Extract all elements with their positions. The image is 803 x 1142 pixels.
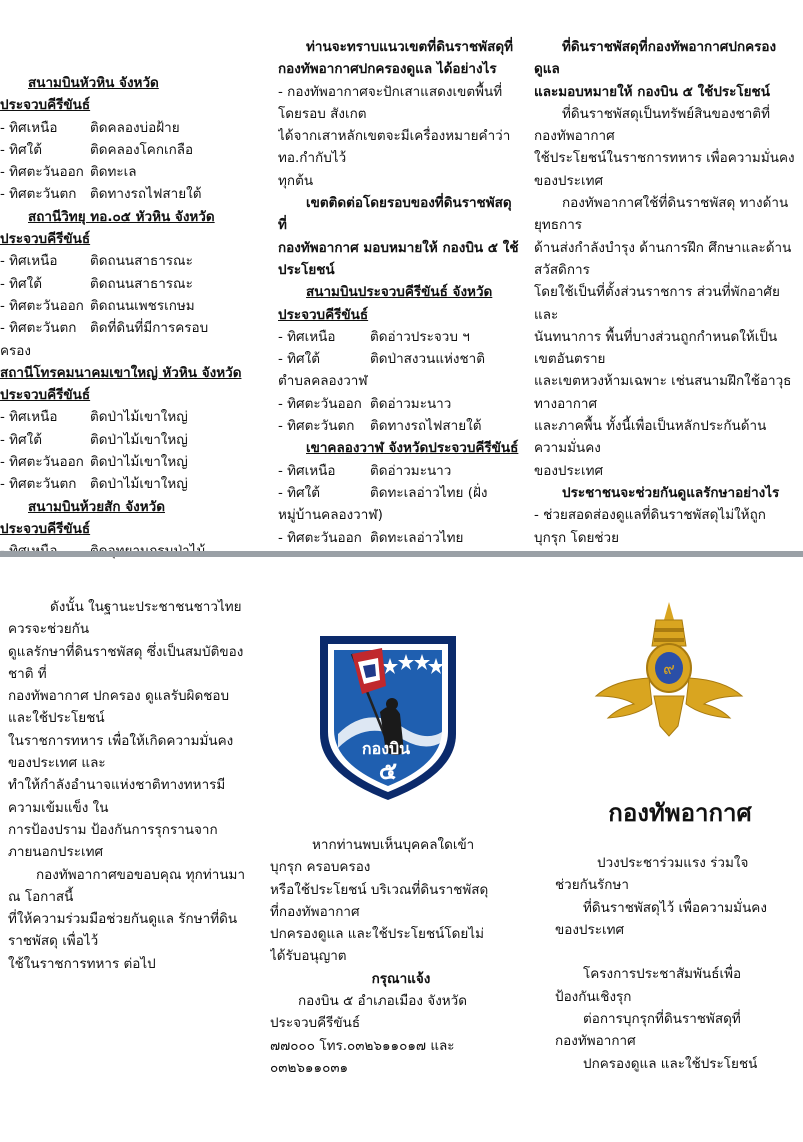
text-line: หมู่บ้านคลองวาฬ)	[278, 507, 383, 524]
text-line: ที่ให้ความร่วมมือช่วยกันดูแล รักษาที่ดิน	[8, 911, 238, 928]
boundary-row	[0, 273, 268, 295]
boundary-direction: - ทิศเหนือ	[278, 328, 336, 345]
text-line	[555, 941, 803, 963]
bold-text-line: ท่านจะทราบแนวเขตที่ดินราชพัสดุที่	[306, 39, 513, 55]
boundary-direction: - ทิศตะวันออก	[0, 297, 84, 314]
section-heading: ประจวบคีรีขันธ์	[0, 97, 91, 114]
boundary-adjacent: ติดทะเลอ่าวไทย	[370, 529, 464, 546]
text-line: บุกรุก โดยช่วย	[534, 529, 620, 546]
text-line: ของประเทศ	[534, 172, 604, 189]
text-line: ใช้ในราชการทหาร ต่อไป	[8, 955, 156, 972]
section-heading: ประจวบคีรีขันธ์	[278, 306, 369, 323]
bold-text-line: ประชาชนจะช่วยกันดูแลรักษาอย่างไร	[562, 484, 780, 501]
boundary-direction: - ทิศเหนือ	[0, 253, 58, 270]
text-line: ช่วยกันรักษา	[555, 877, 629, 894]
text-line: ในราชการทหาร เพื่อให้เกิดความมั่นคง	[8, 732, 234, 749]
boundary-adjacent: ติดอ่าวมะนาว	[370, 462, 452, 479]
text-line: โดยใช้เป็นที่ตั้งส่วนราชการ ส่วนที่พักอาศัย	[534, 284, 780, 301]
bold-text-line: กองทัพอากาศปกครองดูแล ได้อย่างไร	[278, 61, 497, 78]
text-line: กองทัพอากาศ	[555, 1033, 636, 1050]
text-line: กองทัพอากาศใช้ที่ดินราชพัสดุ ทางด้าน	[562, 195, 789, 212]
boundary-direction: - ทิศตะวันตก	[278, 418, 355, 435]
text-line: บุกรุก ครอบครอง	[270, 859, 371, 876]
svg-text:๕: ๕	[378, 757, 398, 785]
boundary-row	[0, 429, 268, 451]
section-heading: สถานีวิทยุ ทอ.๐๕ หัวหิน จังหวัด	[28, 208, 215, 225]
text-line: ได้จากเสาหลักเขตจะมีเครื่องหมายคำว่า	[278, 128, 511, 145]
text-line: และเขตหวงห้ามเฉพาะ เช่นสนามฝึกใช้อาวุธ	[534, 373, 792, 390]
boundary-direction: - ทิศเหนือ	[0, 119, 58, 136]
text-line: ของประเทศ	[534, 462, 604, 479]
boundary-row	[278, 482, 536, 504]
text-line: ปกครองดูแล และใช้ประโยชน์	[583, 1055, 758, 1072]
text-line: ทอ.กำกับไว้	[278, 150, 347, 167]
text-line: หรือใช้ประโยชน์ บริเวณที่ดินราชพัสดุ	[270, 881, 489, 898]
text-line: และใช้ประโยชน์	[8, 710, 105, 727]
column-state-land-usage	[534, 0, 803, 589]
boundary-row	[278, 348, 536, 370]
text-line: ป้องกันเชิงรุก	[555, 988, 632, 1005]
text-line: ๐๓๒๖๑๑๐๓๑	[270, 1059, 349, 1076]
text-line: ความเข้มแข็ง ใน	[8, 799, 109, 816]
bold-text-line: ประโยชน์	[278, 261, 335, 278]
section-heading: เขาคลองวาฬ จังหวัดประจวบคีรีขันธ์	[306, 440, 519, 457]
brand-title: กองทัพอากาศ	[608, 799, 752, 827]
text-line: ดูแลรักษาที่ดินราชพัสดุ ซึ่งเป็นสมบัติของ	[8, 643, 244, 660]
text-line: - กองทัพอากาศจะปักเสาแสดงเขตพื้นที่	[278, 83, 503, 100]
column-report-contact	[270, 834, 532, 1106]
bold-text-line: กรุณาแจ้ง	[371, 970, 431, 987]
boundary-adjacent: ติดทะเลอ่าวไทย (ฝั่ง	[370, 484, 488, 501]
boundary-adjacent: ติดอ่าวประจวบ ฯ	[370, 328, 470, 345]
boundary-direction: - ทิศใต้	[0, 141, 42, 158]
boundary-direction: - ทิศใต้	[0, 275, 42, 292]
boundary-adjacent: ติดคลองโคกเกลือ	[90, 141, 194, 158]
text-line: ที่ดินราชพัสดุเป็นทรัพย์สินของชาติที่	[562, 105, 770, 122]
text-line: กองทัพอากาศ ปกครอง ดูแลรับผิดชอบ	[8, 688, 230, 705]
text-line: ใช้ประโยชน์ในราชการทหาร เพื่อความมั่นคง	[534, 150, 795, 167]
boundary-row	[0, 295, 268, 317]
text-line: ทำให้กำลังอำนาจแห่งชาติทางทหารมี	[8, 777, 226, 794]
text-line: และภาคพื้น ทั้งนี้เพื่อเป็นหลักประกันด้าน	[534, 418, 767, 435]
boundary-adjacent: ติดทางรถไฟสายใต้	[370, 418, 482, 435]
text-line: ๗๗๐๐๐ โทร.๐๓๒๖๑๑๐๑๗ และ	[270, 1037, 455, 1054]
boundary-row	[278, 460, 536, 482]
section-heading: สถานีโทรคมนาคมเขาใหญ่ หัวหิน จังหวัด	[0, 364, 242, 381]
boundary-direction: - ทิศตะวันตก	[0, 320, 77, 337]
boundary-direction: - ทิศเหนือ	[278, 462, 336, 479]
boundary-adjacent: ติดป่าไม้เขาใหญ่	[90, 409, 188, 426]
text-line: การป้องปราม ป้องกันการรุกรานจาก	[8, 821, 218, 838]
bold-text-line: ที่	[278, 217, 287, 234]
boundary-adjacent: ติดอ่าวมะนาว	[370, 395, 452, 412]
text-line: ชาติ ที่	[8, 665, 47, 682]
boundary-direction: - ทิศตะวันออก	[0, 164, 84, 181]
boundary-row	[0, 139, 268, 161]
text-line: ณ โอกาสนี้	[8, 888, 74, 905]
text-line: และ	[534, 306, 559, 323]
text-line: ครอง	[0, 342, 31, 359]
text-line: กองทัพอากาศ	[534, 128, 615, 145]
boundary-adjacent: ติดป่าไม้เขาใหญ่	[90, 454, 188, 471]
boundary-row	[0, 183, 268, 205]
text-line: หากท่านพบเห็นบุคคลใดเข้า	[312, 837, 475, 853]
boundary-row	[0, 161, 268, 183]
boundary-row	[0, 406, 268, 428]
bold-text-line: ดูแล	[534, 61, 560, 78]
column-boundaries-huahin	[0, 0, 268, 625]
boundary-adjacent: ติดทางรถไฟสายใต้	[90, 186, 202, 203]
boundary-direction: - ทิศใต้	[278, 484, 320, 501]
text-line: กองบิน ๕ อำเภอเมือง จังหวัด	[298, 993, 468, 1010]
page-divider	[0, 551, 803, 557]
boundary-adjacent: ติดถนนสาธารณะ	[90, 253, 193, 270]
boundary-row	[278, 415, 536, 437]
boundary-direction: - ทิศตะวันตก	[0, 186, 77, 203]
boundary-adjacent: ติดป่าไม้เขาใหญ่	[90, 476, 188, 493]
bold-text-line: เขตติดต่อโดยรอบของที่ดินราชพัสดุ	[306, 195, 512, 212]
text-line: ของประเทศ	[555, 921, 625, 938]
boundary-direction: - ทิศตะวันออก	[0, 454, 84, 471]
boundary-adjacent: ติดคลองบ่อฝ้าย	[90, 119, 180, 136]
bold-text-line: ที่ดินราชพัสดุที่กองทัพอากาศปกครอง	[562, 39, 777, 55]
section-heading: สนามบินประจวบคีรีขันธ์ จังหวัด	[306, 284, 493, 301]
boundary-adjacent: ติดป่าสงวนแห่งชาติ	[370, 351, 486, 368]
text-line: ราชพัสดุ เพื่อไว้	[8, 933, 99, 950]
bold-text-line: และมอบหมายให้ กองบิน ๕ ใช้ประโยชน์	[534, 83, 770, 100]
text-line: - ช่วยสอดส่องดูแลที่ดินราชพัสดุไม่ให้ถูก	[534, 507, 766, 524]
text-line: ต่อการบุกรุกที่ดินราชพัสดุที่	[583, 1011, 741, 1028]
boundary-adjacent: ติดที่ดินที่มีการครอบ	[90, 320, 209, 337]
text-line: ตำบลคลองวาฬ	[278, 373, 368, 390]
boundary-direction: - ทิศเหนือ	[0, 409, 58, 426]
text-line: ทุกต้น	[278, 172, 314, 189]
text-line: เขตอันตราย	[534, 351, 606, 368]
text-line: ปกครองดูแล และใช้ประโยชน์โดยไม่	[270, 926, 484, 943]
boundary-direction: - ทิศตะวันตก	[0, 476, 77, 493]
text-line: ทางอากาศ	[534, 395, 598, 412]
text-line: นันทนาการ พื้นที่บางส่วนถูกกำหนดให้เป็น	[534, 328, 778, 345]
text-line: กองทัพอากาศขอขอบคุณ ทุกท่านมา	[36, 866, 246, 883]
wing5-shield-emblem-icon	[308, 624, 468, 804]
text-line: ที่ดินราชพัสดุไว้ เพื่อความมั่นคง	[583, 899, 767, 916]
column-campaign-slogan	[555, 852, 803, 1106]
royal-thai-air-force-emblem-icon	[594, 600, 744, 740]
text-line: สวัสดิการ	[534, 261, 590, 278]
section-heading: ประจวบคีรีขันธ์	[0, 520, 91, 537]
boundary-row	[278, 527, 536, 549]
boundary-row	[0, 451, 268, 473]
text-line: ได้รับอนุญาต	[270, 948, 347, 965]
boundary-row	[0, 473, 268, 495]
text-line: ด้านส่งกำลังบำรุง ด้านการฝึก ศึกษาและด้าน	[534, 239, 792, 256]
boundary-row	[0, 317, 268, 339]
boundary-direction: - ทิศตะวันออก	[278, 529, 362, 546]
boundary-row	[0, 117, 268, 139]
text-line: ยุทธการ	[534, 217, 583, 234]
text-line: ควรจะช่วยกัน	[8, 621, 90, 638]
boundary-row	[278, 393, 536, 415]
bold-text-line: กองทัพอากาศ มอบหมายให้ กองบิน ๕ ใช้	[278, 239, 519, 256]
boundary-adjacent: ติดถนนเพชรเกษม	[90, 297, 195, 314]
boundary-adjacent: ติดทะเล	[90, 164, 137, 181]
text-line: ของประเทศ และ	[8, 755, 106, 772]
boundary-direction: - ทิศใต้	[0, 431, 42, 448]
text-line: โดยรอบ สังเกต	[278, 105, 367, 122]
text-line: โครงการประชาสัมพันธ์เพื่อ	[583, 966, 742, 983]
boundary-row	[0, 250, 268, 272]
svg-text:๙: ๙	[663, 659, 675, 678]
text-line: ที่กองทัพอากาศ	[270, 903, 360, 920]
text-line: ภายนอกประเทศ	[8, 844, 104, 861]
text-line: ประจวบคีรีขันธ์	[270, 1015, 361, 1032]
text-line: ปวงประชาร่วมแรง ร่วมใจ	[597, 855, 749, 871]
boundary-direction: - ทิศตะวันออก	[278, 395, 362, 412]
section-heading: ประจวบคีรีขันธ์	[0, 231, 91, 248]
section-heading: ประจวบคีรีขันธ์	[0, 387, 91, 404]
section-heading: สนามบินหัวหิน จังหวัด	[28, 75, 159, 91]
svg-text:กองบิน: กองบิน	[361, 739, 411, 758]
text-line: ดังนั้น ในฐานะประชาชนชาวไทย	[50, 599, 242, 615]
column-boundaries-prachuap	[278, 0, 536, 589]
boundary-direction: - ทิศใต้	[278, 351, 320, 368]
boundary-adjacent: ติดถนนสาธารณะ	[90, 275, 193, 292]
section-heading: สนามบินห้วยสัก จังหวัด	[28, 498, 165, 515]
column-closing-message	[8, 560, 263, 1142]
boundary-adjacent: ติดป่าไม้เขาใหญ่	[90, 431, 188, 448]
text-line: ความมั่นคง	[534, 440, 601, 457]
boundary-row	[278, 326, 536, 348]
